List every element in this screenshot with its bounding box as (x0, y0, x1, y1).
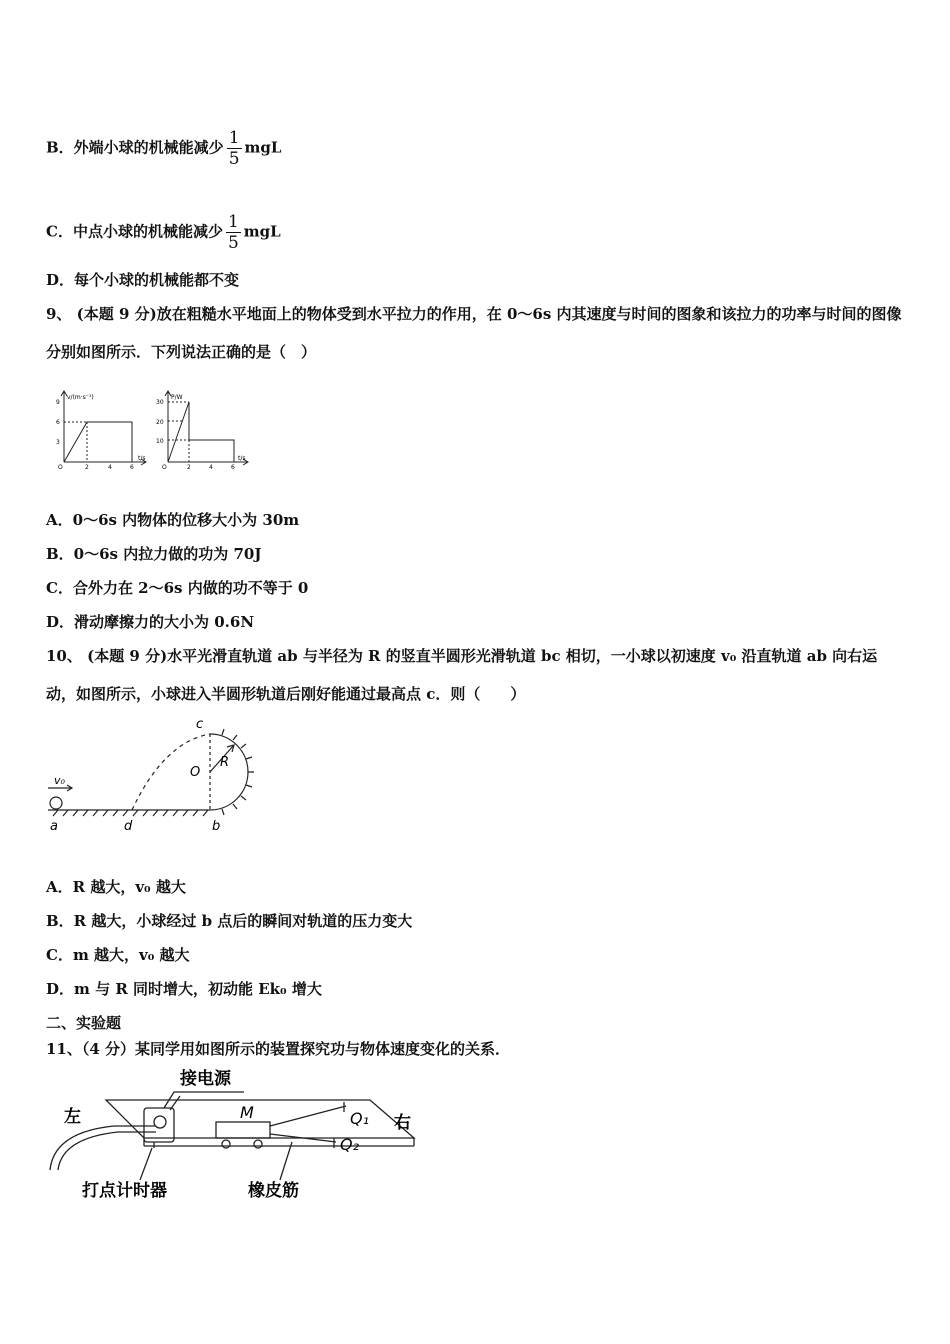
q9-figure (52, 388, 252, 470)
velocity-time-graph (61, 391, 146, 465)
q8-option-b: B．外端小球的机械能减少 $\frac{1}{5}$ mgL (46, 128, 282, 169)
q8-option-c: C．中点小球的机械能减少 $\frac{1}{5}$ mgL (46, 212, 281, 253)
q9-option-c: C．合外力在 2～6s 内做的功不等于 0 (46, 579, 309, 597)
label-a: a (50, 819, 58, 834)
label-v0: v₀ (54, 774, 65, 787)
label-r: R (220, 755, 230, 770)
q9-option-a: A．0～6s 内物体的位移大小为 30m (46, 511, 300, 529)
label-q1: Q₁ (350, 1109, 370, 1128)
p-tick-20: 20 (156, 419, 164, 426)
power-time-graph (165, 391, 248, 465)
label-d: d (124, 819, 133, 834)
q9-stem: 9、 (本题 9 分)放在粗糙水平地面上的物体受到水平拉力的作用，在 0～6s 内其速度与时间的图象和该拉力的功率与时间的图像分别如图所示．下列说法正确的是（ ） (46, 305, 902, 361)
v-xtick-4: 4 (108, 464, 112, 470)
label-c: c (196, 717, 204, 732)
v-axis-label: v/(m·s⁻¹) (67, 394, 94, 401)
label-right: 右 (394, 1113, 411, 1133)
p-tick-10: 10 (156, 438, 164, 445)
v-x-label: t/s (138, 455, 146, 462)
q10-option-b: B．R 越大，小球经过 b 点后的瞬间对轨道的压力变大 (46, 912, 413, 930)
p-xtick-2: 2 (187, 464, 191, 470)
v-tick-6: 6 (56, 419, 60, 426)
v-xtick-6: 6 (130, 464, 134, 470)
label-b: b (212, 819, 221, 834)
q10-option-a: A．R 越大，v₀ 越大 (46, 878, 186, 896)
q10-option-c: C．m 越大，v₀ 越大 (46, 946, 190, 964)
label-left: 左 (64, 1107, 81, 1127)
label-q2: Q₂ (340, 1135, 360, 1154)
q10-option-d: D．m 与 R 同时增大，初动能 Ek₀ 增大 (46, 980, 322, 998)
p-xtick-4: 4 (209, 464, 213, 470)
q8-option-d: D．每个小球的机械能都不变 (46, 271, 240, 289)
v-origin: O (58, 464, 63, 470)
section-title: 二、实验题 (46, 1014, 122, 1032)
p-x-label: t/s (238, 455, 246, 462)
label-power: 接电源 (180, 1069, 231, 1089)
p-origin: O (162, 464, 167, 470)
v-xtick-2: 2 (85, 464, 89, 470)
p-axis-label: P/W (171, 394, 183, 401)
q10-figure (44, 712, 264, 836)
p-tick-30: 30 (156, 399, 164, 406)
label-timer: 打点计时器 (82, 1181, 167, 1201)
p-xtick-6: 6 (231, 464, 235, 470)
q11-stem: 11、（4 分）某同学用如图所示的装置探究功与物体速度变化的关系． (46, 1040, 511, 1058)
label-rubber: 橡皮筋 (248, 1181, 299, 1201)
fraction: $\frac{1}{5}$ (227, 212, 239, 253)
v-tick-3: 3 (56, 439, 60, 446)
label-m: M (240, 1103, 254, 1122)
q9-option-d: D．滑动摩擦力的大小为 0.6N (46, 613, 255, 631)
fraction: $\frac{1}{5}$ (228, 128, 240, 169)
q11-figure (44, 1062, 424, 1208)
label-o: O (190, 765, 201, 780)
q9-option-b: B．0～6s 内拉力做的功为 70J (46, 545, 262, 563)
v-tick-9: 9 (56, 399, 60, 406)
q10-stem: 10、 (本题 9 分)水平光滑直轨道 ab 与半径为 R 的竖直半圆形光滑轨道 bc 相切，一小球以初速度 v₀ 沿直轨道 ab 向右运动，如图所示，小球进入半圆形轨道后刚好能通过最高点 c．则（ ） (46, 647, 878, 703)
